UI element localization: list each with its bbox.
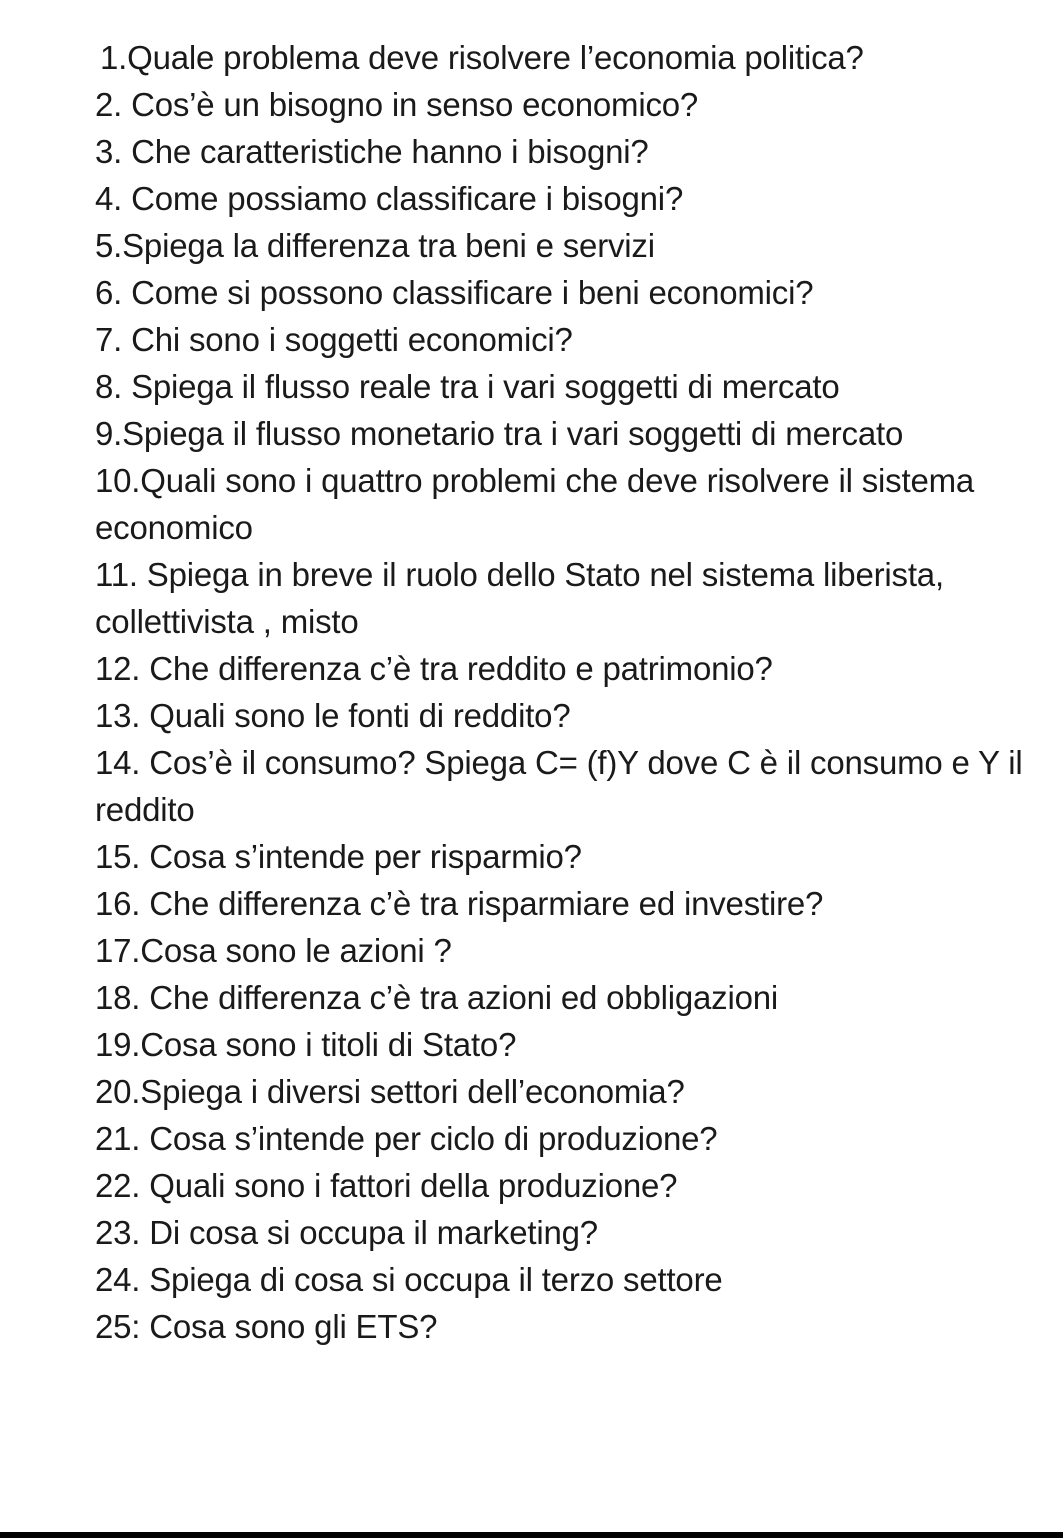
question-item: 18. Che differenza c’è tra azioni ed obbligazioni — [95, 979, 779, 1016]
document-page — [95, 34, 1035, 1350]
question-list — [95, 34, 1035, 1350]
question-item: 20.Spiega i diversi settori dell’economia? — [95, 1073, 685, 1110]
question-item: 13. Quali sono le fonti di reddito? — [95, 697, 571, 734]
question-item: 6. Come si possono classificare i beni economici? — [95, 274, 814, 311]
question-item: 12. Che differenza c’è tra reddito e patrimonio? — [95, 650, 773, 687]
question-item: 25: Cosa sono gli ETS? — [95, 1308, 438, 1345]
question-item: 15. Cosa s’intende per risparmio? — [95, 838, 582, 875]
question-item: 7. Chi sono i soggetti economici? — [95, 321, 573, 358]
question-item: 24. Spiega di cosa si occupa il terzo settore — [95, 1261, 723, 1298]
question-item: 17.Cosa sono le azioni ? — [95, 932, 452, 969]
question-item: 21. Cosa s’intende per ciclo di produzione? — [95, 1120, 718, 1157]
question-item: 23. Di cosa si occupa il marketing? — [95, 1214, 598, 1251]
question-item: 4. Come possiamo classificare i bisogni? — [95, 180, 684, 217]
question-item: 11. Spiega in breve il ruolo dello Stato nel sistema liberista, collettivista , misto — [95, 556, 944, 640]
question-item: 10.Quali sono i quattro problemi che deve risolvere il sistema economico — [95, 462, 975, 546]
question-item: 14. Cos’è il consumo? Spiega C= (f)Y dove C è il consumo e Y il reddito — [95, 744, 1023, 828]
question-item: 8. Spiega il flusso reale tra i vari soggetti di mercato — [95, 368, 840, 405]
question-item: 1.Quale problema deve risolvere l’economia politica? — [100, 39, 864, 76]
question-item: 9.Spiega il flusso monetario tra i vari soggetti di mercato — [95, 415, 904, 452]
question-item: 5.Spiega la differenza tra beni e servizi — [95, 227, 655, 264]
bottom-border — [0, 1532, 1063, 1538]
question-item: 3. Che caratteristiche hanno i bisogni? — [95, 133, 649, 170]
question-item: 22. Quali sono i fattori della produzione? — [95, 1167, 678, 1204]
question-item: 2. Cos’è un bisogno in senso economico? — [95, 86, 699, 123]
question-item: 16. Che differenza c’è tra risparmiare ed investire? — [95, 885, 824, 922]
question-item: 19.Cosa sono i titoli di Stato? — [95, 1026, 517, 1063]
